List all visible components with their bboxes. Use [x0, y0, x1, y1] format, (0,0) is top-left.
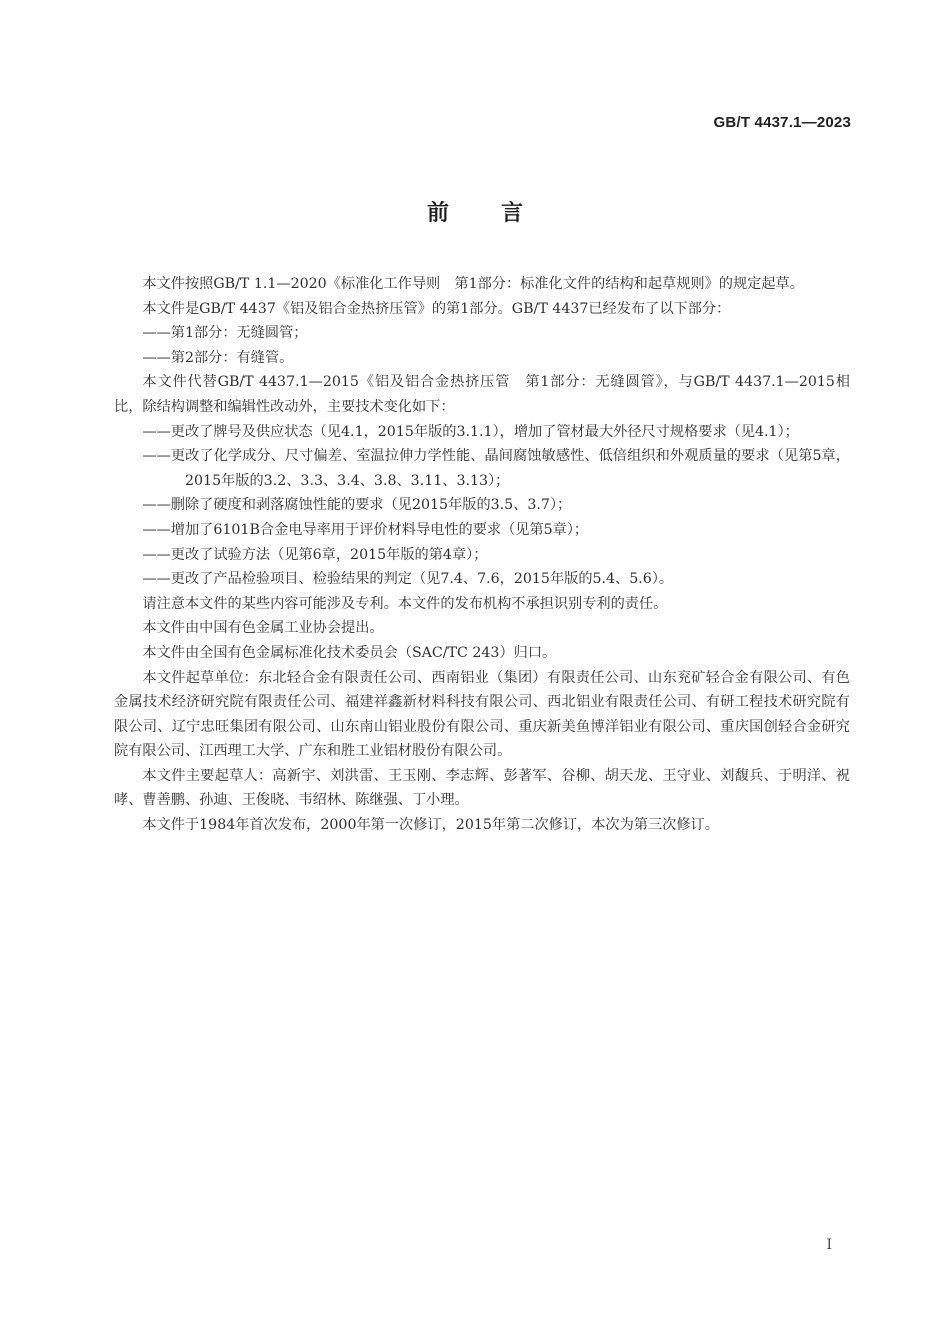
- paragraph-patent-notice: 请注意本文件的某些内容可能涉及专利。本文件的发布机构不承担识别专利的责任。: [142, 595, 668, 612]
- paragraph-drafters: 本文件主要起草人：高新宇、刘洪雷、王玉刚、李志辉、彭著军、谷柳、胡天龙、王守业、刘馥兵、于明洋、祝哮、曹善鹏、孙迪、王俊晓、韦绍林、陈继强、丁小理。: [114, 767, 850, 809]
- paragraph-proposer: 本文件由中国有色金属工业协会提出。: [142, 620, 384, 637]
- list-item: ——第2部分：有缝管。: [142, 349, 294, 366]
- paragraph-committee: 本文件由全国有色金属标准化技术委员会（SAC/TC 243）归口。: [142, 644, 557, 661]
- paragraph-parts-intro: 本文件是GB/T 4437《铝及铝合金热挤压管》的第1部分。GB/T 4437已经发布了以下部分：: [142, 300, 731, 317]
- list-item: ——更改了试验方法（见第6章，2015年版的第4章）；: [142, 546, 488, 563]
- list-item: ——更改了化学成分、尺寸偏差、室温拉伸力学性能、晶间腐蚀敏感性、低倍组织和外观质量的要求（见第5章，2015年版的3.2、3.3、3.4、3.8、3.11、3.13）；: [142, 448, 850, 489]
- paragraph-drafting-rules: 本文件按照GB/T 1.1—2020《标准化工作导则 第1部分：标准化文件的结构和起草规则》的规定起草。: [142, 276, 804, 292]
- page-number: I: [826, 1237, 832, 1253]
- list-item: ——增加了6101B合金电导率用于评价材料导电性的要求（见第5章）；: [142, 521, 589, 538]
- paragraph-drafting-units: 本文件起草单位：东北轻合金有限责任公司、西南铝业（集团）有限责任公司、山东兖矿轻合金有限公司、有色金属技术经济研究院有限责任公司、福建祥鑫新材料科技有限公司、西北铝业有限责任公司、有研工程技术研究院有限公司、辽宁忠旺集团有限公司、山东南山铝业股份有限公司、重庆新美鱼博洋铝业有限公司、重庆国创轻合金研究院有限公司、江西理工大学、广东和胜工业铝材股份有限公司。: [114, 669, 850, 760]
- list-item: ——更改了牌号及供应状态（见4.1，2015年版的3.1.1），增加了管材最大外径尺寸规格要求（见4.1）；: [142, 423, 799, 440]
- paragraph-replacement: 本文件代替GB/T 4437.1—2015《铝及铝合金热挤压管 第1部分：无缝圆管》，与GB/T 4437.1—2015相比，除结构调整和编辑性改动外，主要技术变化如下：: [114, 374, 850, 415]
- list-item: ——删除了硬度和剥落腐蚀性能的要求（见2015年版的3.5、3.7）；: [142, 497, 572, 514]
- foreword-body: [114, 272, 850, 838]
- paragraph-history: 本文件于1984年首次发布，2000年第一次修订，2015年第二次修订，本次为第三次修订。: [142, 817, 719, 834]
- standard-number: GB/T 4437.1—2023: [713, 114, 851, 131]
- page-title: 前言: [426, 201, 575, 226]
- list-item: ——更改了产品检验项目、检验结果的判定（见7.4、7.6，2015年版的5.4、5.6）。: [142, 571, 674, 588]
- list-item: ——第1部分：无缝圆管；: [142, 325, 308, 342]
